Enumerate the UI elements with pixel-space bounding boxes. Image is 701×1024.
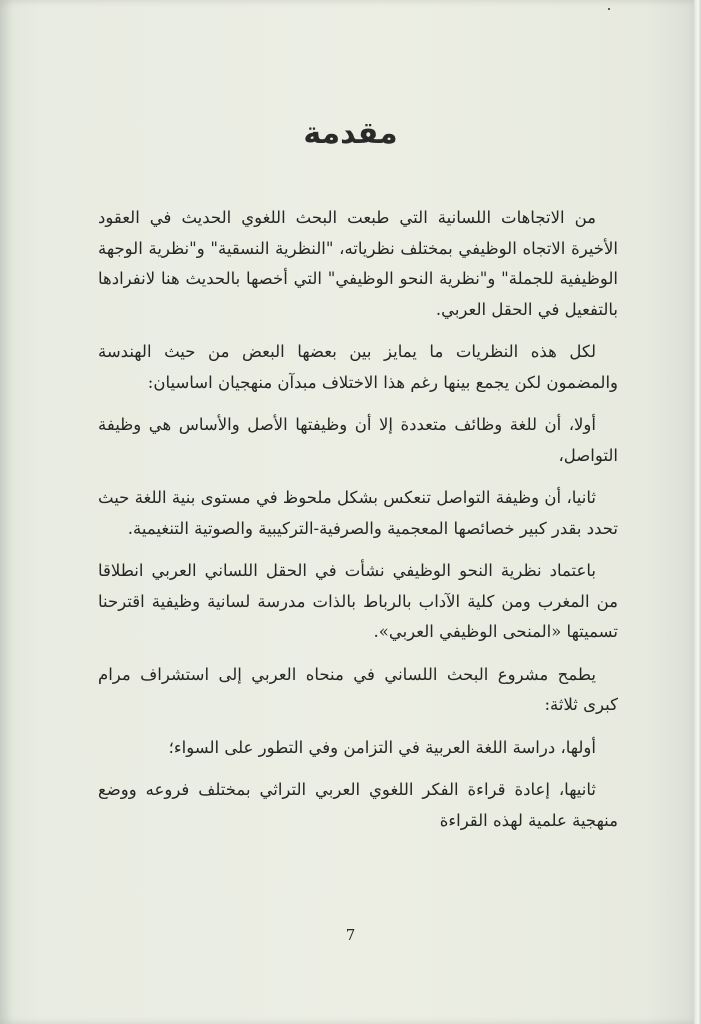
ink-speck (608, 8, 610, 10)
page-title: مقدمة (303, 116, 398, 151)
paragraph-aims: يطمح مشروع البحث اللساني في منحاه العربي إلى استشراف مرام كبرى ثلاثة: (98, 664, 618, 714)
paragraph-aim-one: أولها، دراسة اللغة العربية في التزامن وفي التطور على السواء؛ (168, 737, 596, 757)
paragraph-school: باعتماد نظرية النحو الوظيفي نشأت في الحقل اللساني العربي انطلاقا من المغرب ومن كلية الآداب بالرباط بالذات مدرسة لسانية وظيفية اقترحنا تسميتها «المنحى الوظيفي العربي». (98, 561, 618, 641)
paragraph-first-principle: أولا، أن للغة وظائف متعددة إلا أن وظيفتها الأصل والأساس هي وظيفة التواصل، (98, 415, 618, 465)
paragraph-intro: من الاتجاهات اللسانية التي طبعت البحث اللغوي الحديث في العقود الأخيرة الاتجاه الوظيفي بمختلف نظرياته، "النظرية النسقية" و"نظرية الوجهة الوظيفية للجملة" و"نظرية النحو الوظيفي" التي أخصها بالحديث هنا لانفرادها بالتفعيل في الحقل العربي. (98, 208, 618, 319)
page-number: 7 (345, 926, 356, 944)
paragraph-aim-two: ثانيها، إعادة قراءة الفكر اللغوي العربي التراثي بمختلف فروعه ووضع منهجية علمية لهذه القراءة (98, 780, 618, 830)
page-edge (694, 0, 701, 1024)
paragraph-principles: لكل هذه النظريات ما يمايز بين بعضها البعض من حيث الهندسة والمضمون لكن يجمع بينها رغم هذا الاختلاف مبدآن منهجيان اساسيان: (98, 342, 618, 392)
body-text (98, 203, 618, 848)
paragraph-second-principle: ثانيا، أن وظيفة التواصل تنعكس بشكل ملحوظ في مستوى بنية اللغة حيث تحدد بقدر كبير خصائصها المعجمية والصرفية-التركيبية والصوتية التنغيمية. (98, 488, 618, 538)
